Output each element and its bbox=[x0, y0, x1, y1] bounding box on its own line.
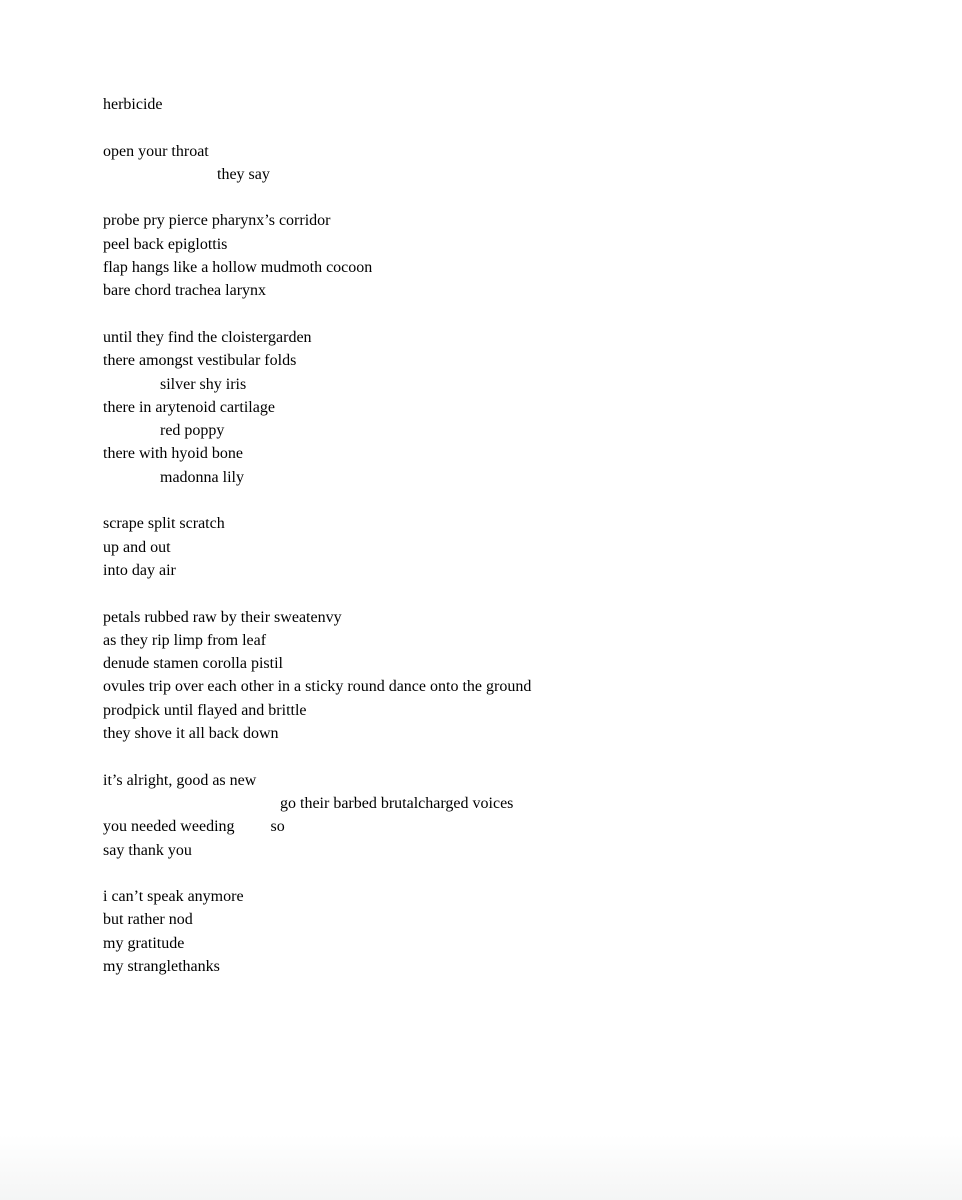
poem-blank-line bbox=[103, 186, 531, 209]
page-bottom-fade bbox=[0, 1135, 962, 1200]
poem-blank-line bbox=[103, 862, 531, 885]
poem-line: there amongst vestibular folds bbox=[103, 352, 297, 370]
poem-line: up and out bbox=[103, 538, 171, 556]
poem-line: my stranglethanks bbox=[103, 957, 220, 975]
poem-line: there in arytenoid cartilage bbox=[103, 398, 275, 416]
poem-line: probe pry pierce pharynx’s corridor bbox=[103, 212, 331, 230]
poem-line: herbicide bbox=[103, 96, 163, 113]
poem-line: say thank you bbox=[103, 841, 192, 859]
poem-line: you needed weeding so bbox=[103, 818, 285, 836]
poem-line: i can’t speak anymore bbox=[103, 888, 244, 906]
poem-line: petals rubbed raw by their sweatenvy bbox=[103, 608, 342, 626]
poem-line: as they rip limp from leaf bbox=[103, 631, 267, 649]
poem-line: peel back epiglottis bbox=[103, 235, 228, 253]
poem-blank-line bbox=[103, 489, 531, 512]
poem-blank-line bbox=[103, 745, 531, 768]
poem-line: there with hyoid bone bbox=[103, 445, 243, 463]
poem bbox=[103, 93, 531, 978]
poem-line: prodpick until flayed and brittle bbox=[103, 701, 307, 719]
poem-line: scrape split scratch bbox=[103, 515, 225, 533]
poem-line: silver shy iris bbox=[160, 375, 247, 393]
poem-blank-line bbox=[103, 303, 531, 326]
poem-blank-line bbox=[103, 582, 531, 605]
poem-blank-line bbox=[103, 116, 531, 139]
poem-line: ovules trip over each other in a sticky round dance onto the ground bbox=[103, 678, 532, 696]
poem-line: go their barbed brutalcharged voices bbox=[280, 794, 514, 812]
poem-line: they say bbox=[217, 165, 270, 183]
poem-line: until they find the cloistergarden bbox=[103, 328, 312, 346]
poem-line: they shove it all back down bbox=[103, 725, 279, 743]
poem-line: my gratitude bbox=[103, 934, 185, 952]
poem-line: madonna lily bbox=[160, 468, 244, 486]
poem-line: flap hangs like a hollow mudmoth cocoon bbox=[103, 259, 373, 277]
poem-line: denude stamen corolla pistil bbox=[103, 655, 283, 673]
poem-line: but rather nod bbox=[103, 911, 193, 929]
poem-line: bare chord trachea larynx bbox=[103, 282, 267, 300]
poem-line: into day air bbox=[103, 561, 176, 579]
poem-line: open your throat bbox=[103, 142, 209, 160]
poem-line: red poppy bbox=[160, 422, 225, 440]
poem-line: it’s alright, good as new bbox=[103, 771, 257, 789]
